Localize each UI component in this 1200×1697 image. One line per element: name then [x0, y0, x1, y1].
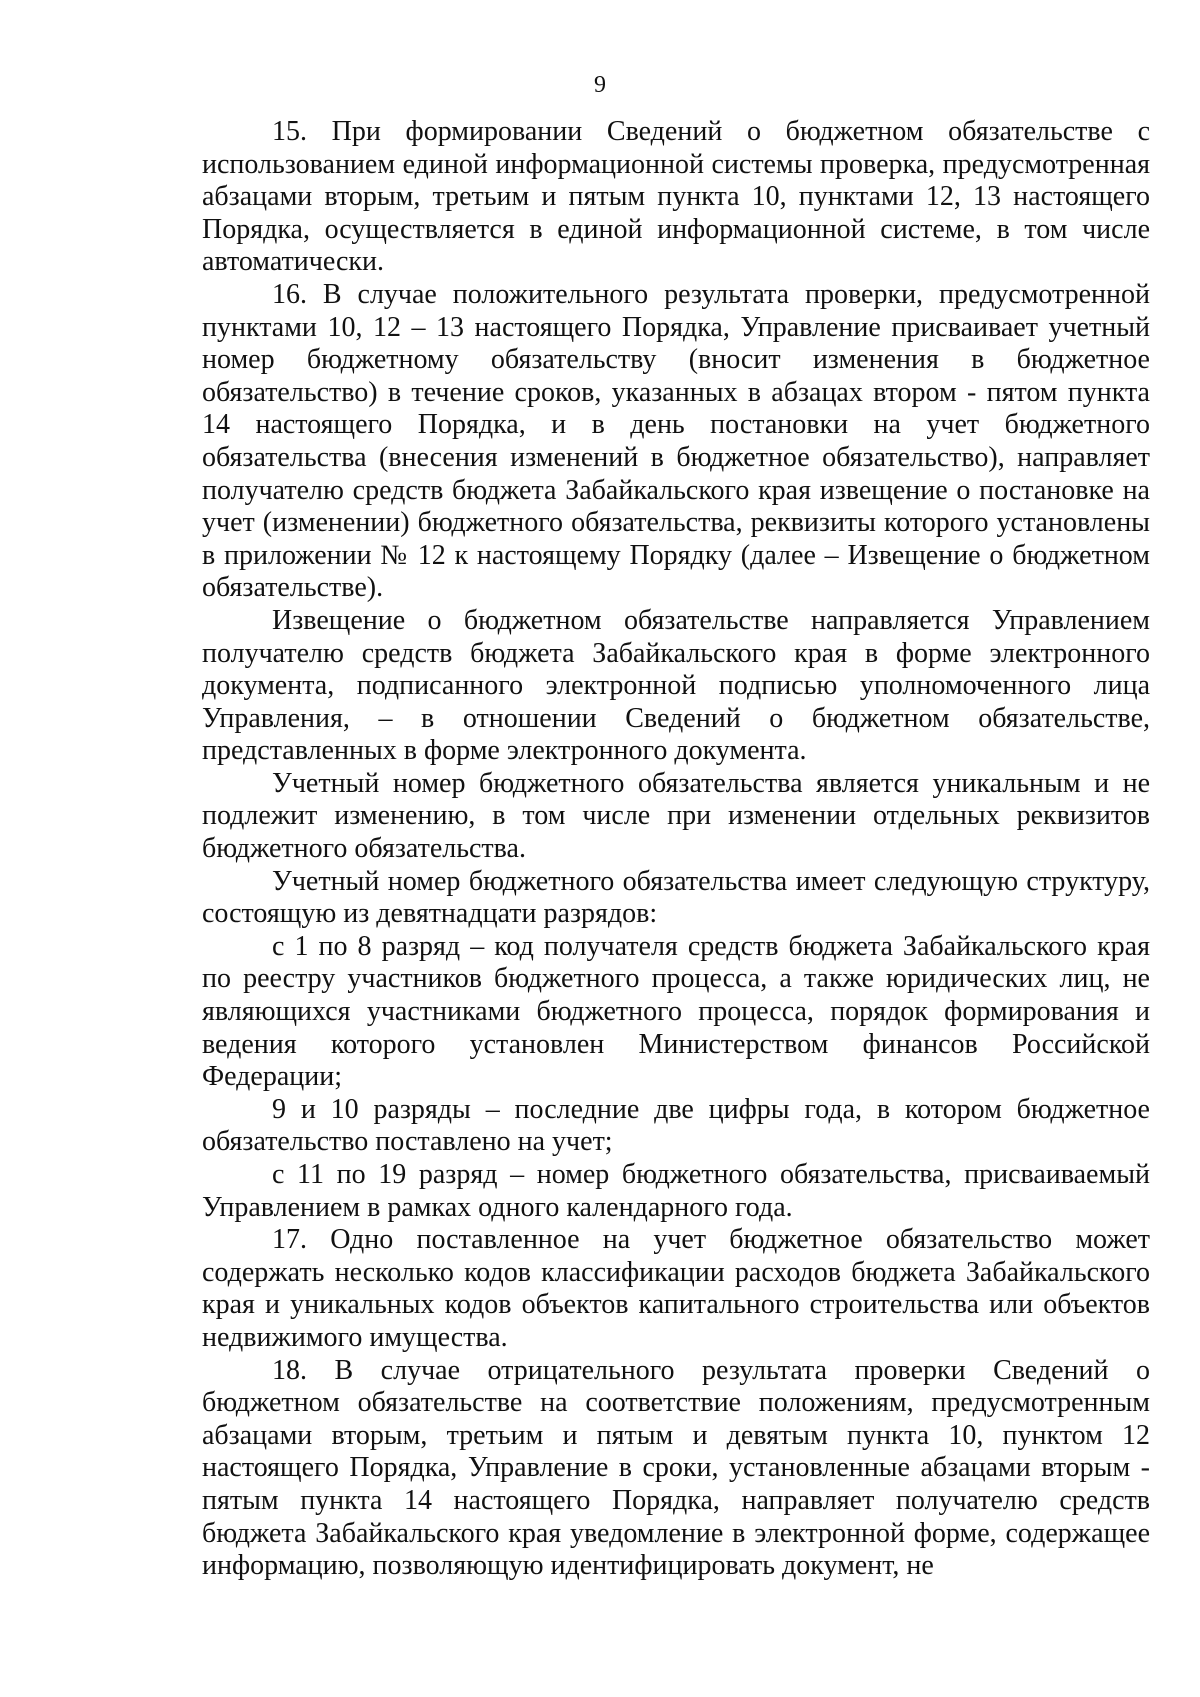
- paragraph-digits-11-19: с 11 по 19 разряд – номер бюджетного обязательства, присваиваемый Управлением в рамках одного календарного года.: [202, 1159, 1150, 1223]
- paragraph-digits-9-10: 9 и 10 разряды – последние две цифры года, в котором бюджетное обязательство поставлено на учет;: [202, 1093, 1150, 1158]
- page-number: 9: [594, 72, 606, 98]
- paragraph-18: 18. В случае отрицательного результата проверки Сведений о бюджетном обязательстве на соответствие положениям, предусмотренным абзацами вторым, третьим и пятым и девятым пункта 10, пунктом 12 настоящего Порядка, Управление в сроки, установленные абзацами вторым - пятым пункта 14 настоящего Порядка, направляет получателю средств бюджета Забайкальского края уведомление в электронной форме, содержащее информацию, позволяющую идентифицировать документ, не: [202, 1354, 1150, 1582]
- paragraph-notice-delivery: Извещение о бюджетном обязательстве направляется Управлением получателю средств бюджета Забайкальского края в форме электронного документа, подписанного электронной подписью уполномоченного лица Управления, – в отношении Сведений о бюджетном обязательстве, представленных в форме электронного документа.: [202, 604, 1150, 767]
- document-body: [202, 116, 1150, 1583]
- paragraph-15: 15. При формировании Сведений о бюджетном обязательстве с использованием единой информационной системы проверка, предусмотренная абзацами вторым, третьим и пятым пункта 10, пунктами 12, 13 настоящего Порядка, осуществляется в единой информационной системе, в том числе автоматически.: [202, 116, 1150, 278]
- paragraph-17: 17. Одно поставленное на учет бюджетное обязательство может содержать несколько кодов классификации расходов бюджета Забайкальского края и уникальных кодов объектов капитального строительства или объектов недвижимого имущества.: [202, 1224, 1150, 1353]
- paragraph-digits-1-8: с 1 по 8 разряд – код получателя средств бюджета Забайкальского края по реестру участников бюджетного процесса, а также юридических лиц, не являющихся участниками бюджетного процесса, порядок формирования и ведения которого установлен Министерством финансов Российской Федерации;: [202, 930, 1150, 1093]
- paragraph-account-number-structure: Учетный номер бюджетного обязательства имеет следующую структуру, состоящую из девятнадцати разрядов:: [202, 865, 1150, 930]
- paragraph-16: 16. В случае положительного результата проверки, предусмотренной пунктами 10, 12 – 13 настоящего Порядка, Управление присваивает учетный номер бюджетному обязательству (вносит изменения в бюджетное обязательство) в течение сроков, указанных в абзацах втором - пятом пункта 14 настоящего Порядка, и в день постановки на учет бюджетного обязательства (внесения изменений в бюджетное обязательство), направляет получателю средств бюджета Забайкальского края извещение о постановке на учет (изменении) бюджетного обязательства, реквизиты которого установлены в приложении № 12 к настоящему Порядку (далее – Извещение о бюджетном обязательстве).: [202, 278, 1150, 604]
- paragraph-account-number-unique: Учетный номер бюджетного обязательства является уникальным и не подлежит изменению, в том числе при изменении отдельных реквизитов бюджетного обязательства.: [202, 767, 1150, 865]
